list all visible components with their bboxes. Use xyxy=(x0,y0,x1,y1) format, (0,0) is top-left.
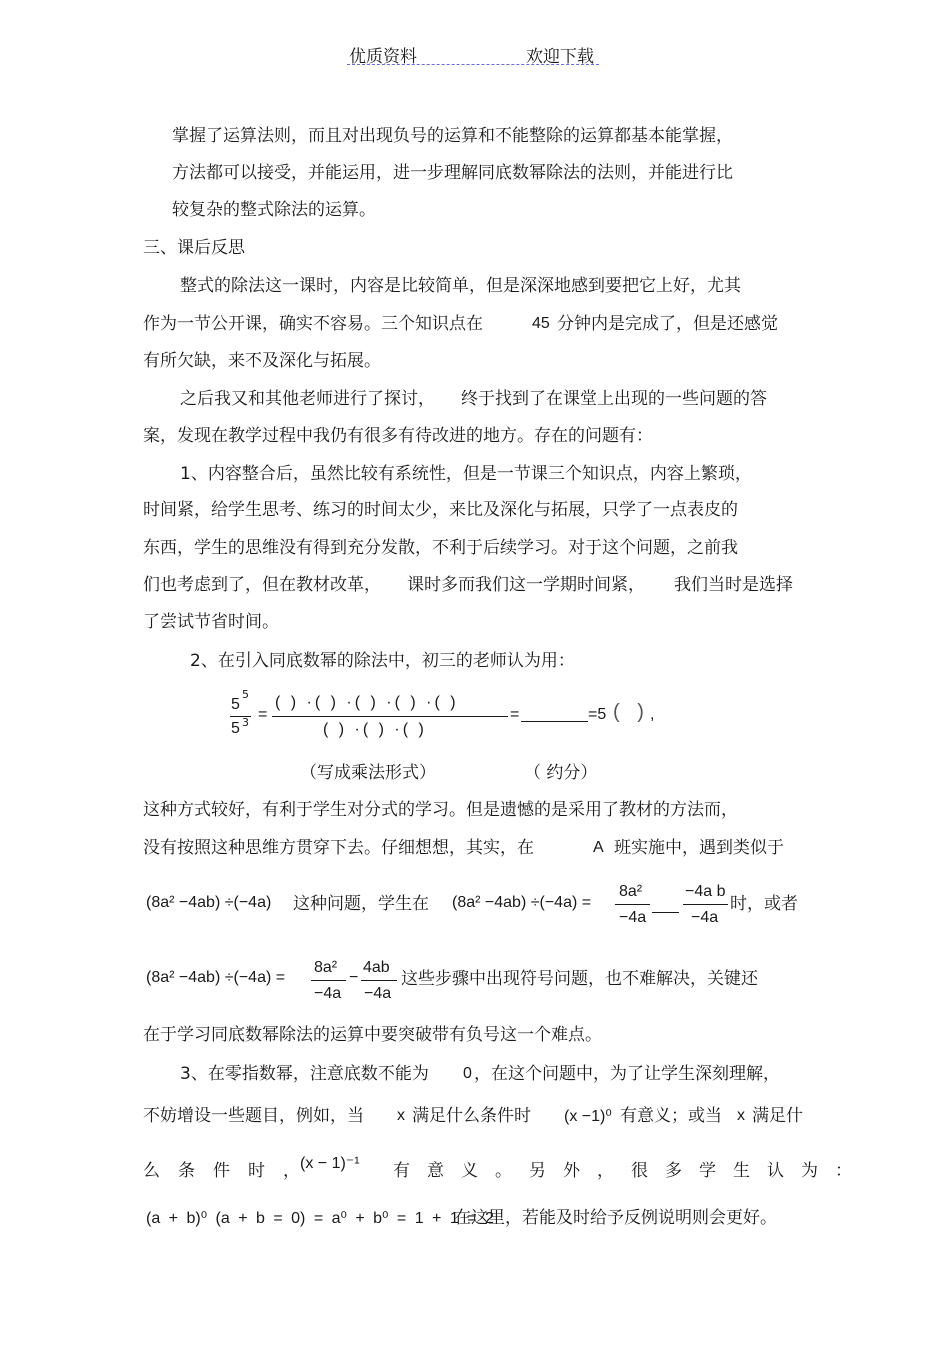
frac4-num: 4ab xyxy=(363,959,390,976)
formula-eq1: = xyxy=(258,706,268,723)
item2-line2: 这种方式较好，有利于学生对分式的学习。但是遗憾的是采用了教材的方法而， xyxy=(143,800,738,820)
formula-answer-blank xyxy=(521,721,588,722)
item1-line4c: 我们当时是选择 xyxy=(674,575,793,595)
header-right: 欢迎下载 xyxy=(526,47,594,67)
expr3: (8a² −4ab) ÷(−4a) = xyxy=(146,969,286,986)
char: ， xyxy=(597,1161,614,1181)
p3-line1a: 之后我又和其他老师进行了探讨， xyxy=(180,389,435,409)
item2-line1: 2、在引入同底数幂的除法中，初三的老师认为用： xyxy=(190,651,575,671)
item3-line2a: 不妨增设一些题目，例如，当 xyxy=(143,1106,364,1126)
formula-exp-num: 5 xyxy=(242,688,249,701)
caption-reduce: （ 约分） xyxy=(524,763,598,783)
p3-line2: 案，发现在教学过程中我仍有很多有待改进的地方。存在的问题有： xyxy=(143,426,653,446)
expr1-text: 这种问题，学生在 xyxy=(293,894,429,914)
item3-line1b: ，在这个问题中，为了让学生深刻理解， xyxy=(474,1064,780,1084)
item3-line2c: 有意义；或当 xyxy=(620,1106,722,1126)
item2-line3b: 班实施中，遇到类似于 xyxy=(614,838,784,858)
char: 有 xyxy=(393,1161,410,1181)
p1-line2: 方法都可以接受，并能运用，进一步理解同底数幂除法的法则，并能进行比 xyxy=(172,163,733,183)
char: ， xyxy=(283,1161,300,1181)
formula-result: =5 xyxy=(588,706,607,723)
char: 义 xyxy=(461,1161,478,1181)
char: 意 xyxy=(427,1161,444,1181)
item2-line3a: 没有按照这种思维方贯穿下去。仔细想想，其实，在 xyxy=(143,838,534,858)
item2-line3-A: A xyxy=(593,839,604,856)
char: 件 xyxy=(213,1161,230,1181)
item1-line4a: 们也考虑到了，但在教材改革， xyxy=(143,575,381,595)
item1-line1: 1、内容整合后，虽然比较有系统性，但是一节课三个知识点，内容上繁琐， xyxy=(180,464,752,484)
char: 外 xyxy=(563,1161,580,1181)
formula-base-num: 5 xyxy=(231,696,240,713)
char: 时 xyxy=(248,1161,265,1181)
expr3-minus: − xyxy=(349,969,359,986)
item3-line1a: 3、在零指数幂，注意底数不能为 xyxy=(180,1064,429,1084)
item2-last-line: 在于学习同底数幂除法的运算中要突破带有负号这一个难点。 xyxy=(143,1025,602,1045)
item3-line4-expr: (a + b)⁰ (a + b = 0) = a⁰ + b⁰ = 1 + 1 = 2 xyxy=(146,1210,494,1227)
p1-line3: 较复杂的整式除法的运算。 xyxy=(172,200,376,220)
char: 多 xyxy=(665,1161,682,1181)
char: 学 xyxy=(699,1161,716,1181)
frac2-num: −4a b xyxy=(685,883,726,900)
char: 另 xyxy=(529,1161,546,1181)
char: 条 xyxy=(178,1161,195,1181)
item3-line2b: 满足什么条件时 xyxy=(412,1106,531,1126)
item3-line3-expr: (x − 1)⁻¹ xyxy=(300,1155,360,1172)
item3-line1-zero: 0 xyxy=(463,1065,472,1082)
item3-line3-lead xyxy=(143,1160,300,1182)
formula-denominator-blanks: ( ) ·( ) ·( ) xyxy=(323,721,427,738)
formula-tail-paren: ( ) xyxy=(613,701,650,723)
item3-line2d: 满足什 xyxy=(752,1106,803,1126)
char: ： xyxy=(835,1161,852,1181)
frac3-den: −4a xyxy=(314,985,342,1002)
p2-line3: 有所欠缺，来不及深化与拓展。 xyxy=(143,351,381,371)
frac4-den: −4a xyxy=(364,985,392,1002)
item3-line2-x2: x xyxy=(737,1107,745,1124)
char: 很 xyxy=(631,1161,648,1181)
caption-multiplication-form: （写成乘法形式） xyxy=(300,763,436,783)
expr2: (8a² −4ab) ÷(−4a) = xyxy=(452,894,592,911)
char: 为 xyxy=(801,1161,818,1181)
frac1-bar xyxy=(615,904,650,905)
item3-line2-expr: (x −1)⁰ xyxy=(564,1108,612,1125)
formula-base-den: 5 xyxy=(231,720,240,737)
p2-line2a: 作为一节公开课，确实不容易。三个知识点在 xyxy=(143,314,483,334)
char: 。 xyxy=(495,1161,512,1181)
formula-exp-den: 3 xyxy=(242,716,249,729)
formula-comma: , xyxy=(650,706,655,723)
p2-line2-num: 45 xyxy=(532,315,550,332)
header-left: 优质资料 xyxy=(349,47,417,67)
formula-numerator-blanks: ( ) ·( ) ·( ) ·( ) ·( ) xyxy=(275,694,459,711)
section-heading: 三、课后反思 xyxy=(143,238,245,258)
item1-line2: 时间紧，给学生思考、练习的时间太少，来比及深化与拓展，只学了一点表皮的 xyxy=(143,500,738,520)
frac4-bar xyxy=(361,980,397,981)
char: 认 xyxy=(767,1161,784,1181)
frac1-num: 8a² xyxy=(619,883,643,900)
frac2-den: −4a xyxy=(691,909,719,926)
formula-main-fraction-bar xyxy=(272,716,508,717)
formula-eq2: = xyxy=(510,706,520,723)
frac-minus-blank xyxy=(652,912,679,913)
p2-line1: 整式的除法这一课时，内容是比较简单，但是深深地感到要把它上好，尤其 xyxy=(180,276,741,296)
char: 生 xyxy=(733,1161,750,1181)
char: 么 xyxy=(143,1161,160,1181)
item1-line4b: 课时多而我们这一学期时间紧， xyxy=(407,575,645,595)
item3-line2-x: x xyxy=(397,1107,405,1124)
item1-line3: 东西，学生的思维没有得到充分发散，不利于后续学习。对于这个问题，之前我 xyxy=(143,538,738,558)
item3-line3-tail xyxy=(393,1160,852,1182)
p1-line1: 掌握了运算法则，而且对出现负号的运算和不能整除的运算都基本能掌握， xyxy=(172,126,733,146)
item1-line5: 了尝试节省时间。 xyxy=(143,612,279,632)
frac3-bar xyxy=(311,980,346,981)
item3-line4-text: 在这里，若能及时给予反例说明则会更好。 xyxy=(454,1208,777,1228)
expr1-when: 时，或者 xyxy=(730,894,798,914)
frac3-num: 8a² xyxy=(314,959,338,976)
expr3-text: 这些步骤中出现符号问题，也不难解决，关键还 xyxy=(401,969,758,989)
frac2-bar xyxy=(683,904,728,905)
p3-line1b: 终于找到了在课堂上出现的一些问题的答 xyxy=(461,389,767,409)
expr1: (8a² −4ab) ÷(−4a) xyxy=(146,894,272,911)
p2-line2b: 分钟内是完成了，但是还感觉 xyxy=(557,314,778,334)
header-divider xyxy=(347,64,599,65)
frac1-den: −4a xyxy=(619,909,647,926)
